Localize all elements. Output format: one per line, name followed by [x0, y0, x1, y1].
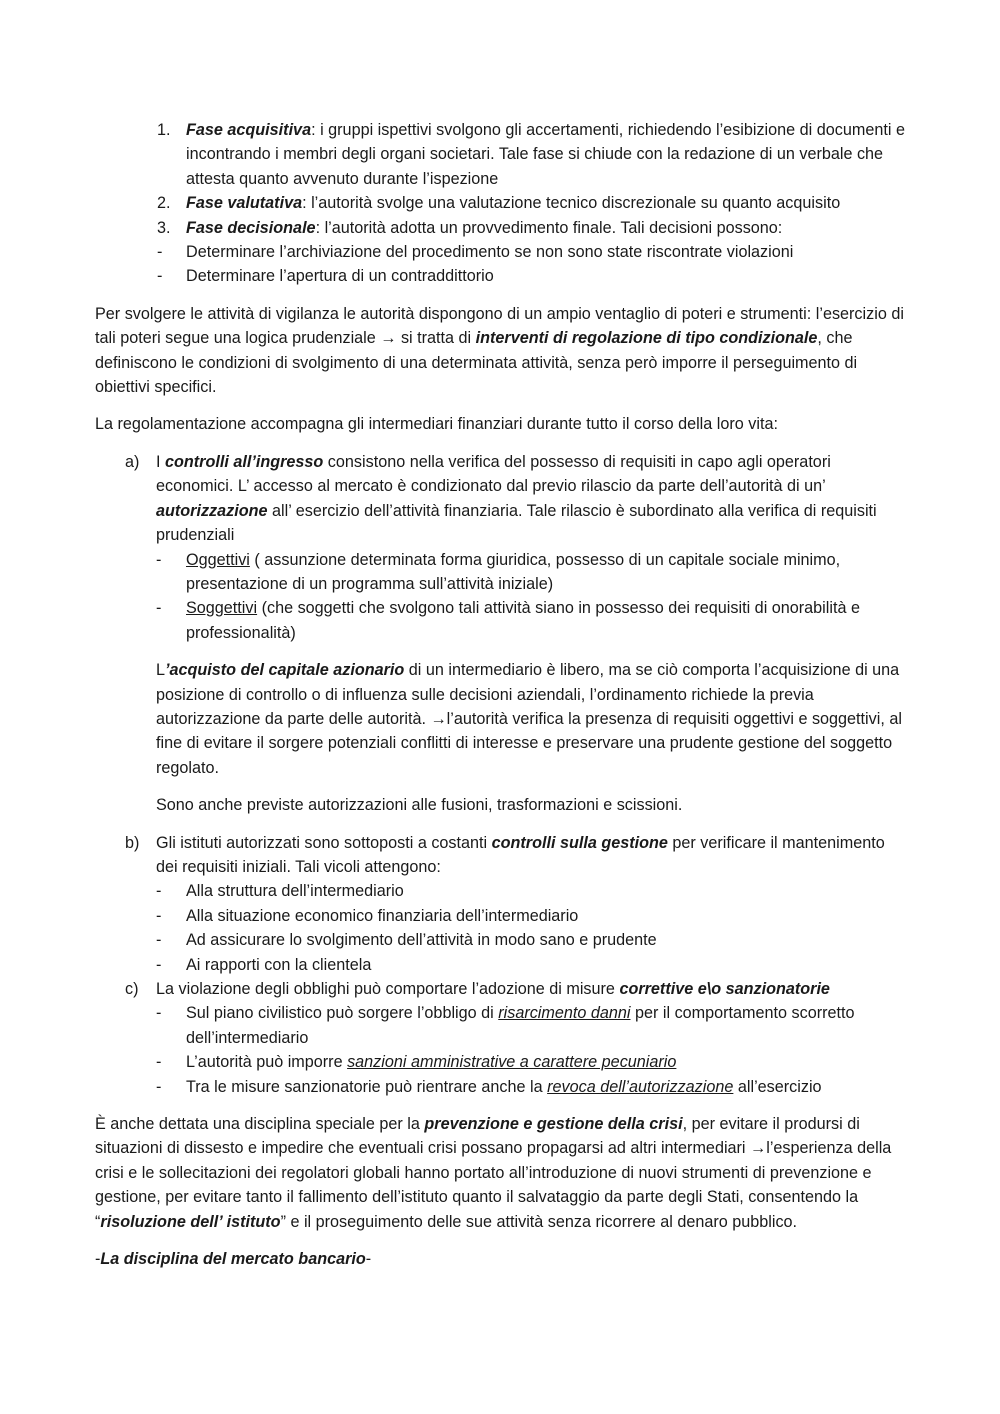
phase-text: : l’autorità adotta un provvedimento finale. Tali decisioni possono: — [315, 218, 783, 237]
section-letter: b) — [125, 833, 140, 852]
paragraph-vigilanza — [95, 302, 905, 400]
phase-term: Fase acquisitiva — [186, 121, 312, 139]
list-item — [95, 953, 905, 977]
text-run: l’esperienza della crisi e le sollecitazioni dei regolatori globali hanno portato all’introduzione di nuovi strumenti di prevenzione e gestione, per evitare tanto il fallimento dell’istituto quanto il salvataggio da parte degli Stati, consentendo la “ — [95, 1139, 892, 1231]
text-run: all’ esercizio dell’attività finanziaria. Tale rilascio è subordinato alla verifica di requisiti prudenziali — [156, 501, 877, 545]
section-b — [95, 831, 905, 880]
text-run: l’autorità verifica la presenza di requisiti oggettivi e soggettivi, al fine di evitare il sorgere potenziali conflitti di interesse e preservare una prudente gestione del soggetto regolato. — [156, 709, 902, 777]
text-run: , che definiscono le condizioni di svolgimento di una determinata attività, senza però imporre il perseguimento di obiettivi specifici. — [95, 329, 858, 397]
section-letter: a) — [125, 452, 140, 471]
list-dash: - — [156, 931, 162, 950]
text-run: , per evitare il prodursi di situazioni di dissesto e impedire che eventuali crisi possano propagarsi ad altri intermediari — [95, 1115, 860, 1158]
text-run: I — [156, 452, 165, 471]
list-dash: - — [156, 1077, 162, 1096]
underlined-term: risarcimento danni — [498, 1004, 631, 1023]
heading-title: La disciplina del mercato bancario — [100, 1250, 366, 1269]
decision-item-2 — [95, 264, 905, 288]
list-dash: - — [156, 955, 162, 974]
section-heading — [95, 1247, 905, 1271]
list-dash: - — [156, 550, 162, 569]
text-run: all’esercizio — [733, 1077, 822, 1096]
phase-item-2 — [95, 191, 905, 215]
underlined-term: revoca dell’autorizzazione — [547, 1077, 734, 1096]
list-dash: - — [156, 1053, 162, 1072]
heading-dash: - — [365, 1250, 372, 1269]
emphasis-text: interventi di regolazione di tipo condizionale — [475, 329, 818, 348]
phase-list — [95, 118, 905, 289]
text-run: La violazione degli obblighi può comportare l’adozione di misure — [156, 980, 620, 998]
section-letter: c) — [125, 980, 139, 998]
text-run: ( assunzione determinata forma giuridica, possesso di un capitale sociale minimo, presentazione di un programma sull’attività iniziale) — [186, 550, 841, 593]
phase-number: 3. — [157, 218, 171, 237]
emphasis-text: autorizzazione — [156, 501, 268, 520]
paragraph-crisi — [95, 1112, 905, 1234]
list-item — [95, 1001, 905, 1050]
text-run: consistono nella verifica del possesso di requisiti in capo agli operatori economici. L’ accesso al mercato è condizionato dal previo rilascio da parte dell’autorità di un’ — [156, 452, 831, 496]
heading-dash: - — [95, 1250, 101, 1269]
list-dash: - — [157, 243, 163, 262]
underlined-term: Oggettivi — [186, 550, 250, 569]
text-run: L — [156, 661, 166, 680]
section-c — [95, 977, 905, 1001]
text-run: Tra le misure sanzionatorie può rientrare anche la — [186, 1077, 548, 1096]
list-dash: - — [156, 882, 162, 901]
list-item — [95, 1075, 905, 1099]
arrow-icon: → — [380, 329, 397, 348]
phase-number: 2. — [157, 194, 171, 213]
text-run: ” e il proseguimento delle sue attività senza ricorrere al denaro pubblico. — [280, 1212, 798, 1231]
phase-number: 1. — [157, 121, 171, 139]
underlined-term: Soggettivi — [186, 599, 258, 618]
paragraph-fusioni: Sono anche previste autorizzazioni alle fusioni, trasformazioni e scissioni. — [156, 796, 683, 815]
phase-text: : l’autorità svolge una valutazione tecnico discrezionale su quanto acquisito — [302, 194, 841, 213]
text-run: di un intermediario è libero, ma se ciò comporta l’acquisizione di una posizione di controllo o di influenza sulle decisioni aziendali, l’ordinamento richiede la previa autorizzazione da parte delle autorità. — [156, 661, 900, 728]
text-run: si tratta di — [396, 329, 476, 348]
list-item — [95, 928, 905, 952]
underlined-term: sanzioni amministrative a carattere pecuniario — [347, 1053, 677, 1072]
list-dash: - — [157, 267, 163, 286]
decision-text: Determinare l’apertura di un contraddittorio — [186, 267, 494, 286]
phase-item-1 — [95, 118, 905, 191]
requirement-item-oggettivi — [95, 548, 905, 597]
text-run: per il comportamento scorretto dell’intermediario — [186, 1004, 855, 1047]
list-item — [95, 1050, 905, 1074]
requirement-item-soggettivi — [95, 596, 905, 645]
list-item-text: Ai rapporti con la clientela — [186, 955, 372, 974]
arrow-icon: → — [750, 1139, 767, 1158]
phase-term: Fase decisionale — [186, 218, 316, 237]
list-dash: - — [156, 599, 162, 618]
list-item — [95, 904, 905, 928]
list-item-text: Ad assicurare lo svolgimento dell’attività in modo sano e prudente — [186, 931, 657, 950]
text-run: Sul piano civilistico può sorgere l’obbligo di — [186, 1004, 499, 1023]
paragraph-regolamentazione: La regolamentazione accompagna gli intermediari finanziari durante tutto il corso della loro vita: — [95, 415, 778, 434]
list-dash: - — [156, 906, 162, 925]
text-run: È anche dettata una disciplina speciale per la — [95, 1115, 425, 1134]
list-item-text: Alla struttura dell’intermediario — [186, 882, 404, 901]
emphasis-text: correttive e\o sanzionatorie — [619, 980, 830, 998]
emphasis-text: controlli sulla gestione — [491, 833, 668, 852]
paragraph-acquisto — [156, 658, 905, 780]
phase-item-3 — [95, 216, 905, 240]
text-run: (che soggetti che svolgono tali attività siano in possesso dei requisiti di onorabilità e professionalità) — [186, 599, 860, 642]
arrow-icon: → — [430, 709, 447, 728]
list-item-text: Alla situazione economico finanziaria dell’intermediario — [186, 906, 579, 925]
list-item — [95, 879, 905, 903]
decision-item-1 — [95, 240, 905, 264]
list-dash: - — [156, 1004, 162, 1023]
section-a — [95, 450, 905, 548]
text-run: Gli istituti autorizzati sono sottoposti a costanti — [156, 833, 492, 852]
text-run: per verificare il mantenimento dei requisiti iniziali. Tali vicoli attengono: — [156, 833, 885, 876]
emphasis-text: ’acquisto del capitale azionario — [165, 661, 405, 680]
phase-term: Fase valutativa — [186, 194, 303, 213]
text-run: Per svolgere le attività di vigilanza le autorità dispongono di un ampio ventaglio di poteri e strumenti: l’esercizio di tali poteri segue una logica prudenziale — [95, 304, 904, 348]
document-page — [95, 118, 905, 1271]
phase-text: : i gruppi ispettivi svolgono gli accertamenti, richiedendo l’esibizione di documenti e incontrando i membri degli organi societari. Tale fase si chiude con la redazione di un verbale che attesta quanto avvenuto durante l’ispezione — [186, 121, 905, 188]
emphasis-text: prevenzione e gestione della crisi — [424, 1115, 683, 1134]
emphasis-text: controlli all’ingresso — [165, 452, 324, 471]
emphasis-text: risoluzione dell’ istituto — [100, 1212, 281, 1231]
decision-text: Determinare l’archiviazione del procedimento se non sono state riscontrate violazioni — [186, 243, 794, 262]
text-run: L’autorità può imporre — [186, 1053, 348, 1072]
